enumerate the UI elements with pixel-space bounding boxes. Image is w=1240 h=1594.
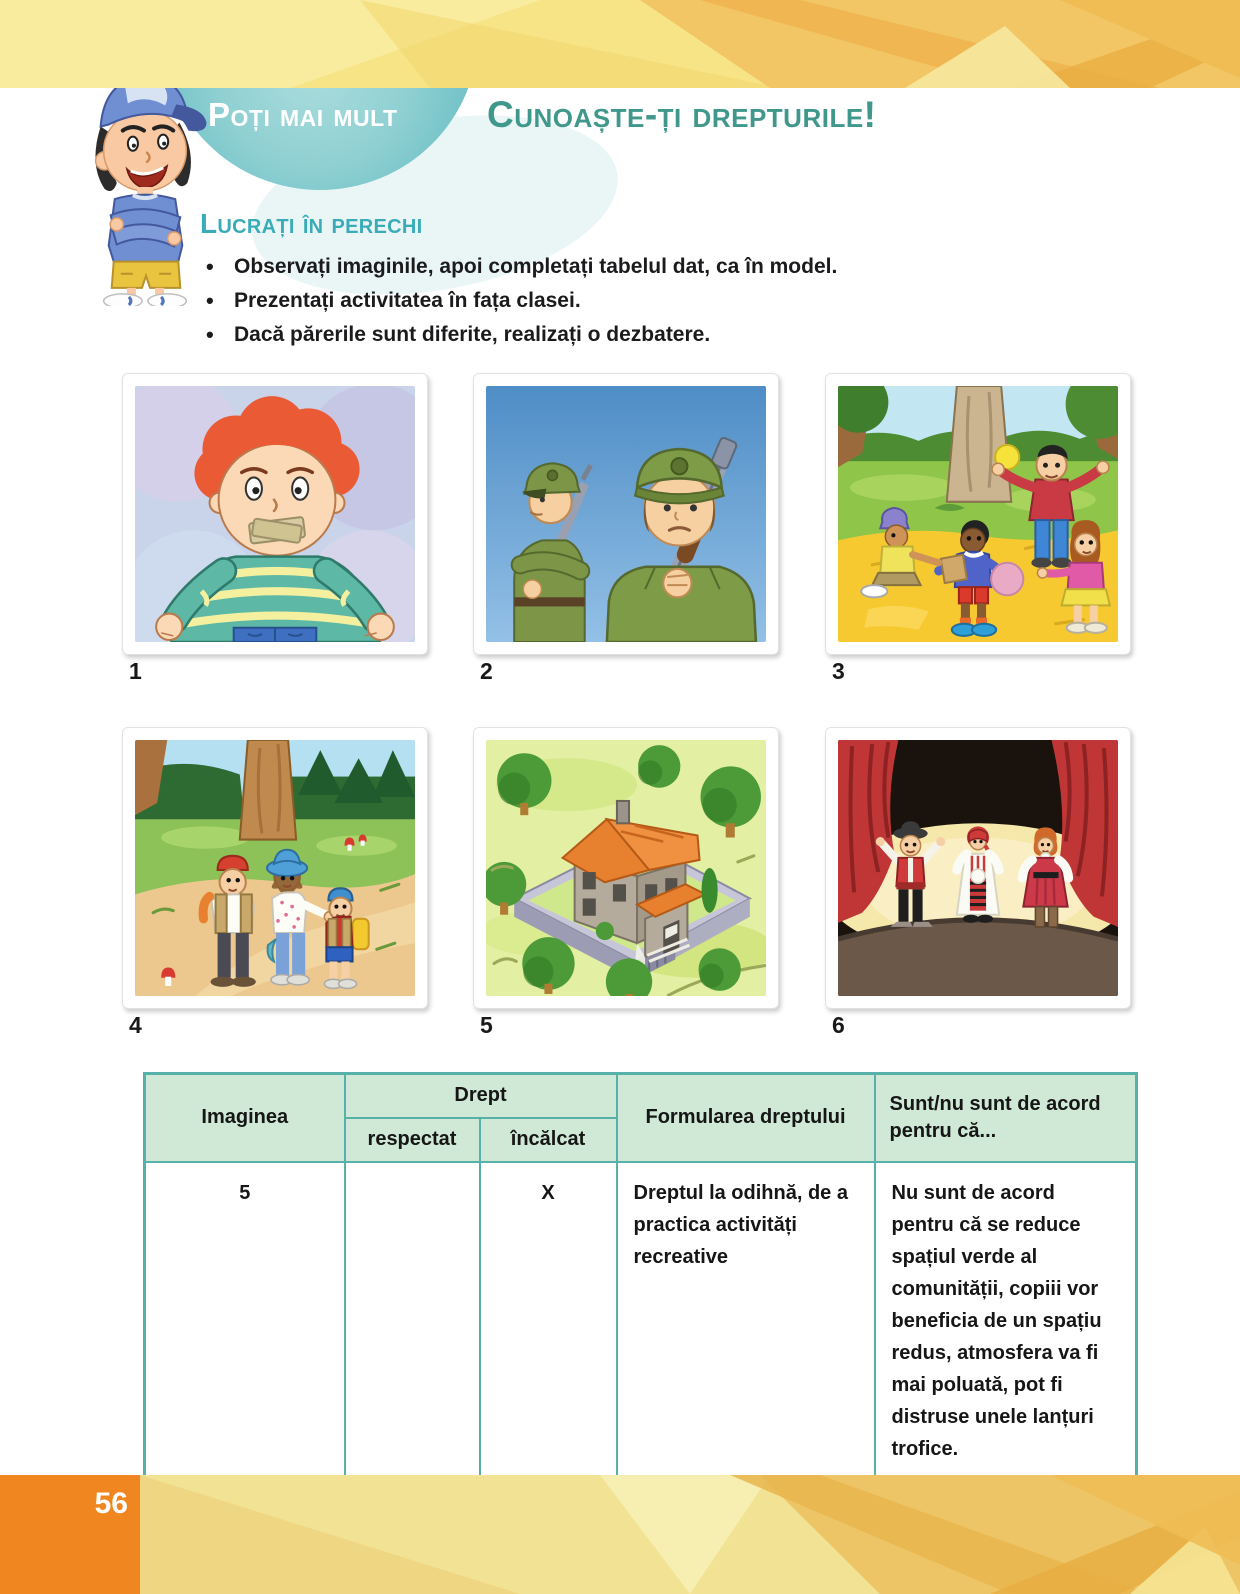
col-header-respected: respectat (345, 1118, 480, 1162)
page-number-box (0, 1475, 140, 1594)
footer-decorative-band (0, 1475, 1240, 1594)
mascot-boy-illustration (80, 64, 212, 306)
col-header-agreement: Sunt/nu sunt de acord pentru că... (875, 1074, 1137, 1162)
figure-card-5 (473, 727, 779, 1039)
figure-card-2 (473, 373, 779, 685)
page-number: 56 (94, 1487, 128, 1520)
col-header-image: Imaginea (145, 1074, 345, 1162)
instruction-bullet: • Prezentați activitatea în fața clasei. (200, 284, 1000, 318)
instructions-section (200, 208, 1000, 352)
rights-table (143, 1072, 1138, 1482)
figure-card-4 (122, 727, 428, 1039)
cell-formulation: Dreptul la odihnă, de a practica activități recreative (617, 1162, 875, 1481)
figure-card-6 (825, 727, 1131, 1039)
illustration-taped-mouth-boy (135, 386, 415, 642)
instructions-list (200, 250, 1000, 352)
illustration-folk-stage (838, 740, 1118, 996)
figure-frame (122, 373, 428, 655)
illustration-young-soldiers (486, 386, 766, 642)
figure-number: 5 (480, 1012, 493, 1038)
col-header-violated: încălcat (480, 1118, 617, 1162)
top-decorative-band (0, 0, 1240, 88)
figure-frame (473, 373, 779, 655)
figure-number: 4 (129, 1012, 142, 1038)
cell-image-number: 5 (145, 1162, 345, 1481)
figure-frame (122, 727, 428, 1009)
col-header-formulation: Formularea dreptului (617, 1074, 875, 1162)
instruction-bullet: • Dacă părerile sunt diferite, realizați o dezbatere. (200, 318, 1000, 352)
illustration-family-hiking (135, 740, 415, 996)
figure-frame (473, 727, 779, 1009)
col-header-right: Drept (345, 1074, 617, 1118)
cell-violated: X (480, 1162, 617, 1481)
figure-number: 1 (129, 658, 142, 684)
cell-respected (345, 1162, 480, 1481)
figure-number: 3 (832, 658, 845, 684)
table-row (145, 1162, 1137, 1481)
figure-card-1 (122, 373, 428, 685)
figure-number: 2 (480, 658, 493, 684)
instructions-heading: Lucrați în perechi (200, 208, 423, 239)
figure-number: 6 (832, 1012, 845, 1038)
instruction-bullet: • Observați imaginile, apoi completați tabelul dat, ca în model. (200, 250, 1000, 284)
figure-card-3 (825, 373, 1131, 685)
illustration-children-playing (838, 386, 1118, 642)
figure-frame (825, 373, 1131, 655)
badge-label: Poți mai mult (208, 96, 398, 133)
illustration-house-green-space (486, 740, 766, 996)
figure-frame (825, 727, 1131, 1009)
page-title: Cunoaște-ți drepturile! (487, 94, 877, 135)
cell-agreement: Nu sunt de acord pentru că se reduce spațiul verde al comunității, copiii vor beneficia de un spațiu redus, atmosfera va fi mai poluată, pot fi distruse unele lanțuri trofice. (875, 1162, 1137, 1481)
